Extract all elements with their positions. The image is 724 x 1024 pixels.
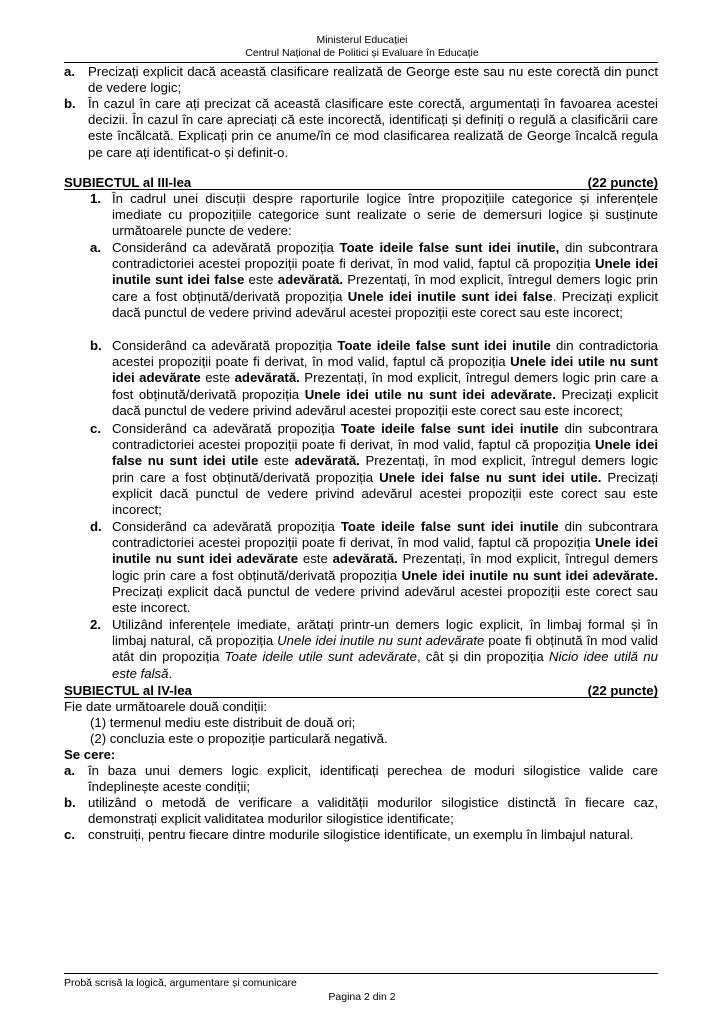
- footer-page-number: Pagina 2 din 2: [328, 991, 396, 1003]
- prev-item-b-label: b.: [64, 96, 76, 111]
- section-3-underline: [64, 189, 658, 190]
- s4-se-cere: Se cere:: [64, 747, 116, 762]
- footer-divider: [64, 973, 658, 974]
- section-3-points: (22 puncte): [587, 175, 658, 190]
- s3-item-c-label: c.: [90, 421, 101, 436]
- section-4-header: [64, 683, 658, 699]
- s3-item-b-text: Considerând ca adevărată propoziția Toate ideile false sunt idei inutile din contradictoria acestei propoziții poate fi derivat, în mod valid, faptul că propoziția Unele idei utile nu sunt idei adevărate este adevărată. Prezentați, în mod explicit, întregul demers logic prin care a fost obținută/derivată propoziția Unele idei utile nu sunt idei adevărate. Precizați explicit dacă punctul de vedere privind adevărul acestei propoziții este corect sau este incorect;: [112, 338, 659, 418]
- s3-item-d-label: d.: [90, 519, 102, 534]
- section-3-title: SUBIECTUL al III-lea: [64, 175, 192, 190]
- s4-item-b-text: utilizând o metodă de verificare a validității modurilor silogistice distinctă în fiecare caz, demonstrați explicit validitatea modurilor silogistice identificate;: [88, 795, 658, 827]
- footer-exam-name: Probă scrisă la logică, argumentare și comunicare: [64, 977, 297, 989]
- s4-item-c-label: c.: [64, 827, 75, 842]
- s3-item-c-text: Considerând ca adevărată propoziția Toate ideile false sunt idei inutile din subcontrara contradictoriei acestei propoziții poate fi derivat, în mod valid, faptul că propoziția Unele idei false nu sunt idei utile este adevărată. Prezentați, în mod explicit, întregul demers logic prin care a fost obținută/derivată propoziția Unele idei false nu sunt idei utile. Precizați explicit dacă punctul de vedere privind adevărul acestei propoziții este corect sau este incorect;: [112, 421, 658, 518]
- s3-q1-intro: În cadrul unei discuții despre raporturile logice între propozițiile categorice și inferențele imediate cu propozițiile categorice sunt realizate o serie de demersuri logice și susținute următoarele puncte de vedere:: [112, 191, 658, 239]
- s4-item-a-text: în baza unui demers logic explicit, identificați perechea de moduri silogistice valide care îndeplinește aceste condiții;: [88, 763, 658, 795]
- s3-q2-number: 2.: [90, 617, 101, 632]
- section-4-title: SUBIECTUL al IV-lea: [64, 683, 193, 698]
- header-divider: [64, 62, 658, 63]
- s3-q2-text: Utilizând inferențele imediate, arătați printr-un demers logic explicit, în limbaj formal și în limbaj natural, că propoziția Unele idei inutile nu sunt adevărate poate fi obținută în mod valid atât din propoziția Toate ideile utile sunt adevărate, cât și din propoziția Nicio idee utilă nu este falsă.: [112, 617, 659, 681]
- prev-item-a-label: a.: [64, 64, 75, 79]
- s3-item-a-label: a.: [90, 240, 101, 255]
- prev-item-b-text: În cazul în care ați precizat că această clasificare este corectă, argumentați în favoarea acestei decizii. În cazul în care apreciați că este incorectă, identificați și definiți o regulă a clasificării care este încălcată. Explicați prin ce anume/în ce mod clasificarea realizată de George încalcă regula pe care ați identificat-o și definit-o.: [88, 96, 658, 160]
- s4-item-b-label: b.: [64, 795, 76, 810]
- s4-condition-2: (2) concluzia este o propoziție particulară negativă.: [90, 731, 388, 746]
- section-4-points: (22 puncte): [587, 683, 658, 698]
- s4-item-a-label: a.: [64, 763, 75, 778]
- s4-condition-1: (1) termenul mediu este distribuit de două ori;: [90, 715, 356, 730]
- header-center: Centrul Național de Politici și Evaluare în Educație: [245, 47, 479, 59]
- prev-item-a-text: Precizați explicit dacă această clasificare realizată de George este sau nu este corectă din punct de vedere logic;: [88, 64, 658, 96]
- s3-item-d-text: Considerând ca adevărată propoziția Toate ideile false sunt idei inutile din subcontrara contradictoriei acestei propoziții poate fi derivat, în mod valid, faptul că propoziția Unele idei inutile nu sunt idei adevărate este adevărată. Prezentați, în mod explicit, întregul demers logic prin care a fost obținută/derivată propoziția Unele idei inutile nu sunt idei adevărate. Precizați explicit dacă punctul de vedere privind adevărul acestei propoziții este corect sau este incorect.: [112, 519, 659, 616]
- header-ministry: Ministerul Educației: [316, 34, 408, 46]
- s3-item-a-text: Considerând ca adevărată propoziția Toate ideile false sunt idei inutile, din subcontrara contradictoriei acestei propoziții poate fi derivat, în mod valid, faptul că propoziția Unele idei inutile sunt idei false este adevărată. Prezentați, în mod explicit, întregul demers logic prin care a fost obținută/derivată propoziția Unele idei inutile sunt idei false. Precizați explicit dacă punctul de vedere privind adevărul acestei propoziții este corect sau este incorect;: [112, 240, 658, 320]
- s3-item-b-label: b.: [90, 338, 102, 353]
- s4-intro: Fie date următoarele două condiții:: [64, 699, 268, 714]
- section-4-underline: [64, 697, 658, 698]
- section-3-header: [64, 175, 658, 191]
- s4-item-c-text: construiți, pentru fiecare dintre modurile silogistice identificate, un exemplu în limbajul natural.: [88, 827, 634, 842]
- s3-q1-number: 1.: [90, 191, 101, 206]
